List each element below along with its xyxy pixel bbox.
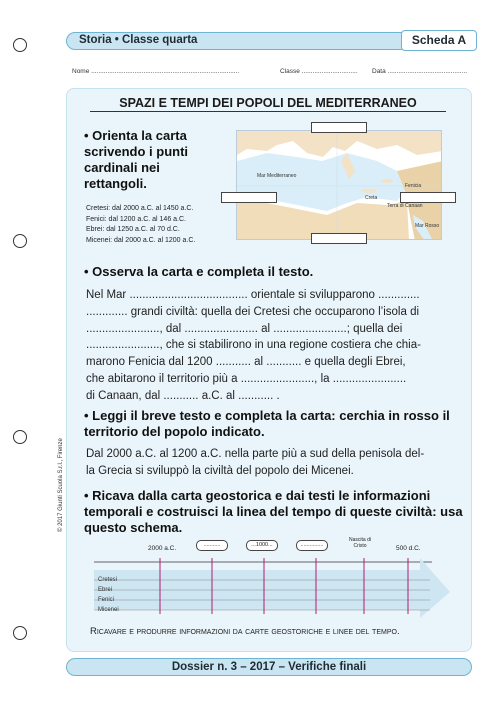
row-label: Fenici xyxy=(98,597,115,603)
mediterranean-map xyxy=(236,130,442,240)
row-label: Ebrei xyxy=(98,587,113,593)
exercise-3-title: • Leggi il breve testo e completa la carta: cerchia in rosso il territorio del popolo indicato. xyxy=(84,408,450,439)
class-field[interactable]: Classe ............................... xyxy=(280,68,358,75)
footer-bar: Dossier n. 3 – 2017 – Verifiche finali xyxy=(66,658,472,676)
map-label: Mar Rosso xyxy=(415,223,440,229)
map-label: Creta xyxy=(365,195,378,201)
date-item: Cretesi: dal 2000 a.C. al 1450 a.C. xyxy=(86,205,194,212)
binder-hole xyxy=(13,234,27,248)
copyright: © 2017 Giunti Scuola S.r.l., Firenze xyxy=(58,438,64,532)
tick-label: 2000 a.C. xyxy=(148,545,177,552)
text-line: Nel Mar ..................................... orientale si svilupparono ............. xyxy=(86,289,420,301)
page-title: SPAZI E TEMPI DEI POPOLI DEL MEDITERRANEO xyxy=(90,96,446,112)
cardinal-box-north[interactable] xyxy=(311,122,367,133)
tick-label: Nascita di Cristo xyxy=(349,537,371,549)
tick-label-box[interactable]: ........... xyxy=(196,540,228,551)
skill-statement: Ricavare e produrre informazioni da carte geostoriche e linee del tempo. xyxy=(90,626,400,637)
cardinal-box-south[interactable] xyxy=(311,233,367,244)
cardinal-box-west[interactable] xyxy=(221,192,277,203)
exercise-2-title: • Osserva la carta e completa il testo. xyxy=(84,264,314,279)
text-line: marono Fenicia dal 1200 ........... al ........... e quella degli Ebrei, xyxy=(86,356,406,369)
name-field[interactable]: Nome .................................................................................. xyxy=(72,68,240,75)
text-line: Dal 2000 a.C. al 1200 a.C. nella parte più a sud della penisola del- xyxy=(86,448,425,460)
exercise-4-title: • Ricava dalla carta geostorica e dai testi le informazioni temporali e costruisci la linea del tempo di queste civiltà: usa questo schema. xyxy=(84,488,463,535)
dates-list xyxy=(86,204,236,246)
row-label: Micenei xyxy=(98,607,119,613)
date-item: Micenei: dal 2000 a.C. al 1200 a.C. xyxy=(86,236,196,244)
timeline-graphic xyxy=(90,552,452,620)
map-label: Fenicia xyxy=(405,183,422,189)
timeline xyxy=(90,552,452,620)
sheet-label: Scheda A xyxy=(401,30,477,51)
map-label: Mar Mediterraneo xyxy=(257,173,297,179)
row-label: Cretesi xyxy=(98,577,118,583)
tick-label-box[interactable]: ...1000... xyxy=(246,540,278,551)
text-line: di Canaan, dal ........... a.C. al ........... . xyxy=(86,389,280,402)
tick-label-box[interactable]: ............... xyxy=(296,540,328,551)
tick-label: 500 d.C. xyxy=(396,545,421,552)
header-title: Storia • Classe quarta xyxy=(79,34,198,46)
binder-hole xyxy=(13,430,27,444)
map-label: Terra di Canaan xyxy=(387,203,423,209)
exercise-1-title: • Orienta la carta scrivendo i punti cardinali nei rettangoli. xyxy=(84,128,189,191)
binder-hole xyxy=(13,38,27,52)
cardinal-box-east[interactable] xyxy=(400,192,456,203)
text-line: che abitarono il territorio più a ......................., la ....................... xyxy=(86,372,407,385)
text-line: ......................., dal ....................... al .......................; quella dei xyxy=(86,322,403,335)
binder-hole xyxy=(13,626,27,640)
text-line: la Grecia si sviluppò la civiltà del popolo dei Micenei. xyxy=(86,464,354,477)
exercise-2-text xyxy=(86,287,464,405)
date-item: Fenici: dal 1200 a.C. al 146 a.C. xyxy=(86,215,187,223)
timeline-row-labels xyxy=(98,575,119,615)
text-line: ............. grandi civiltà: quella dei Cretesi che occuparono l’isola di xyxy=(86,305,420,318)
date-field[interactable]: Data ............................................ xyxy=(372,68,467,75)
exercise-3-text xyxy=(86,446,464,480)
text-line: ......................., che si stabilirono in una regione costiera che chia- xyxy=(86,339,421,352)
date-item: Ebrei: dal 1250 a.C. al 70 d.C. xyxy=(86,226,180,233)
